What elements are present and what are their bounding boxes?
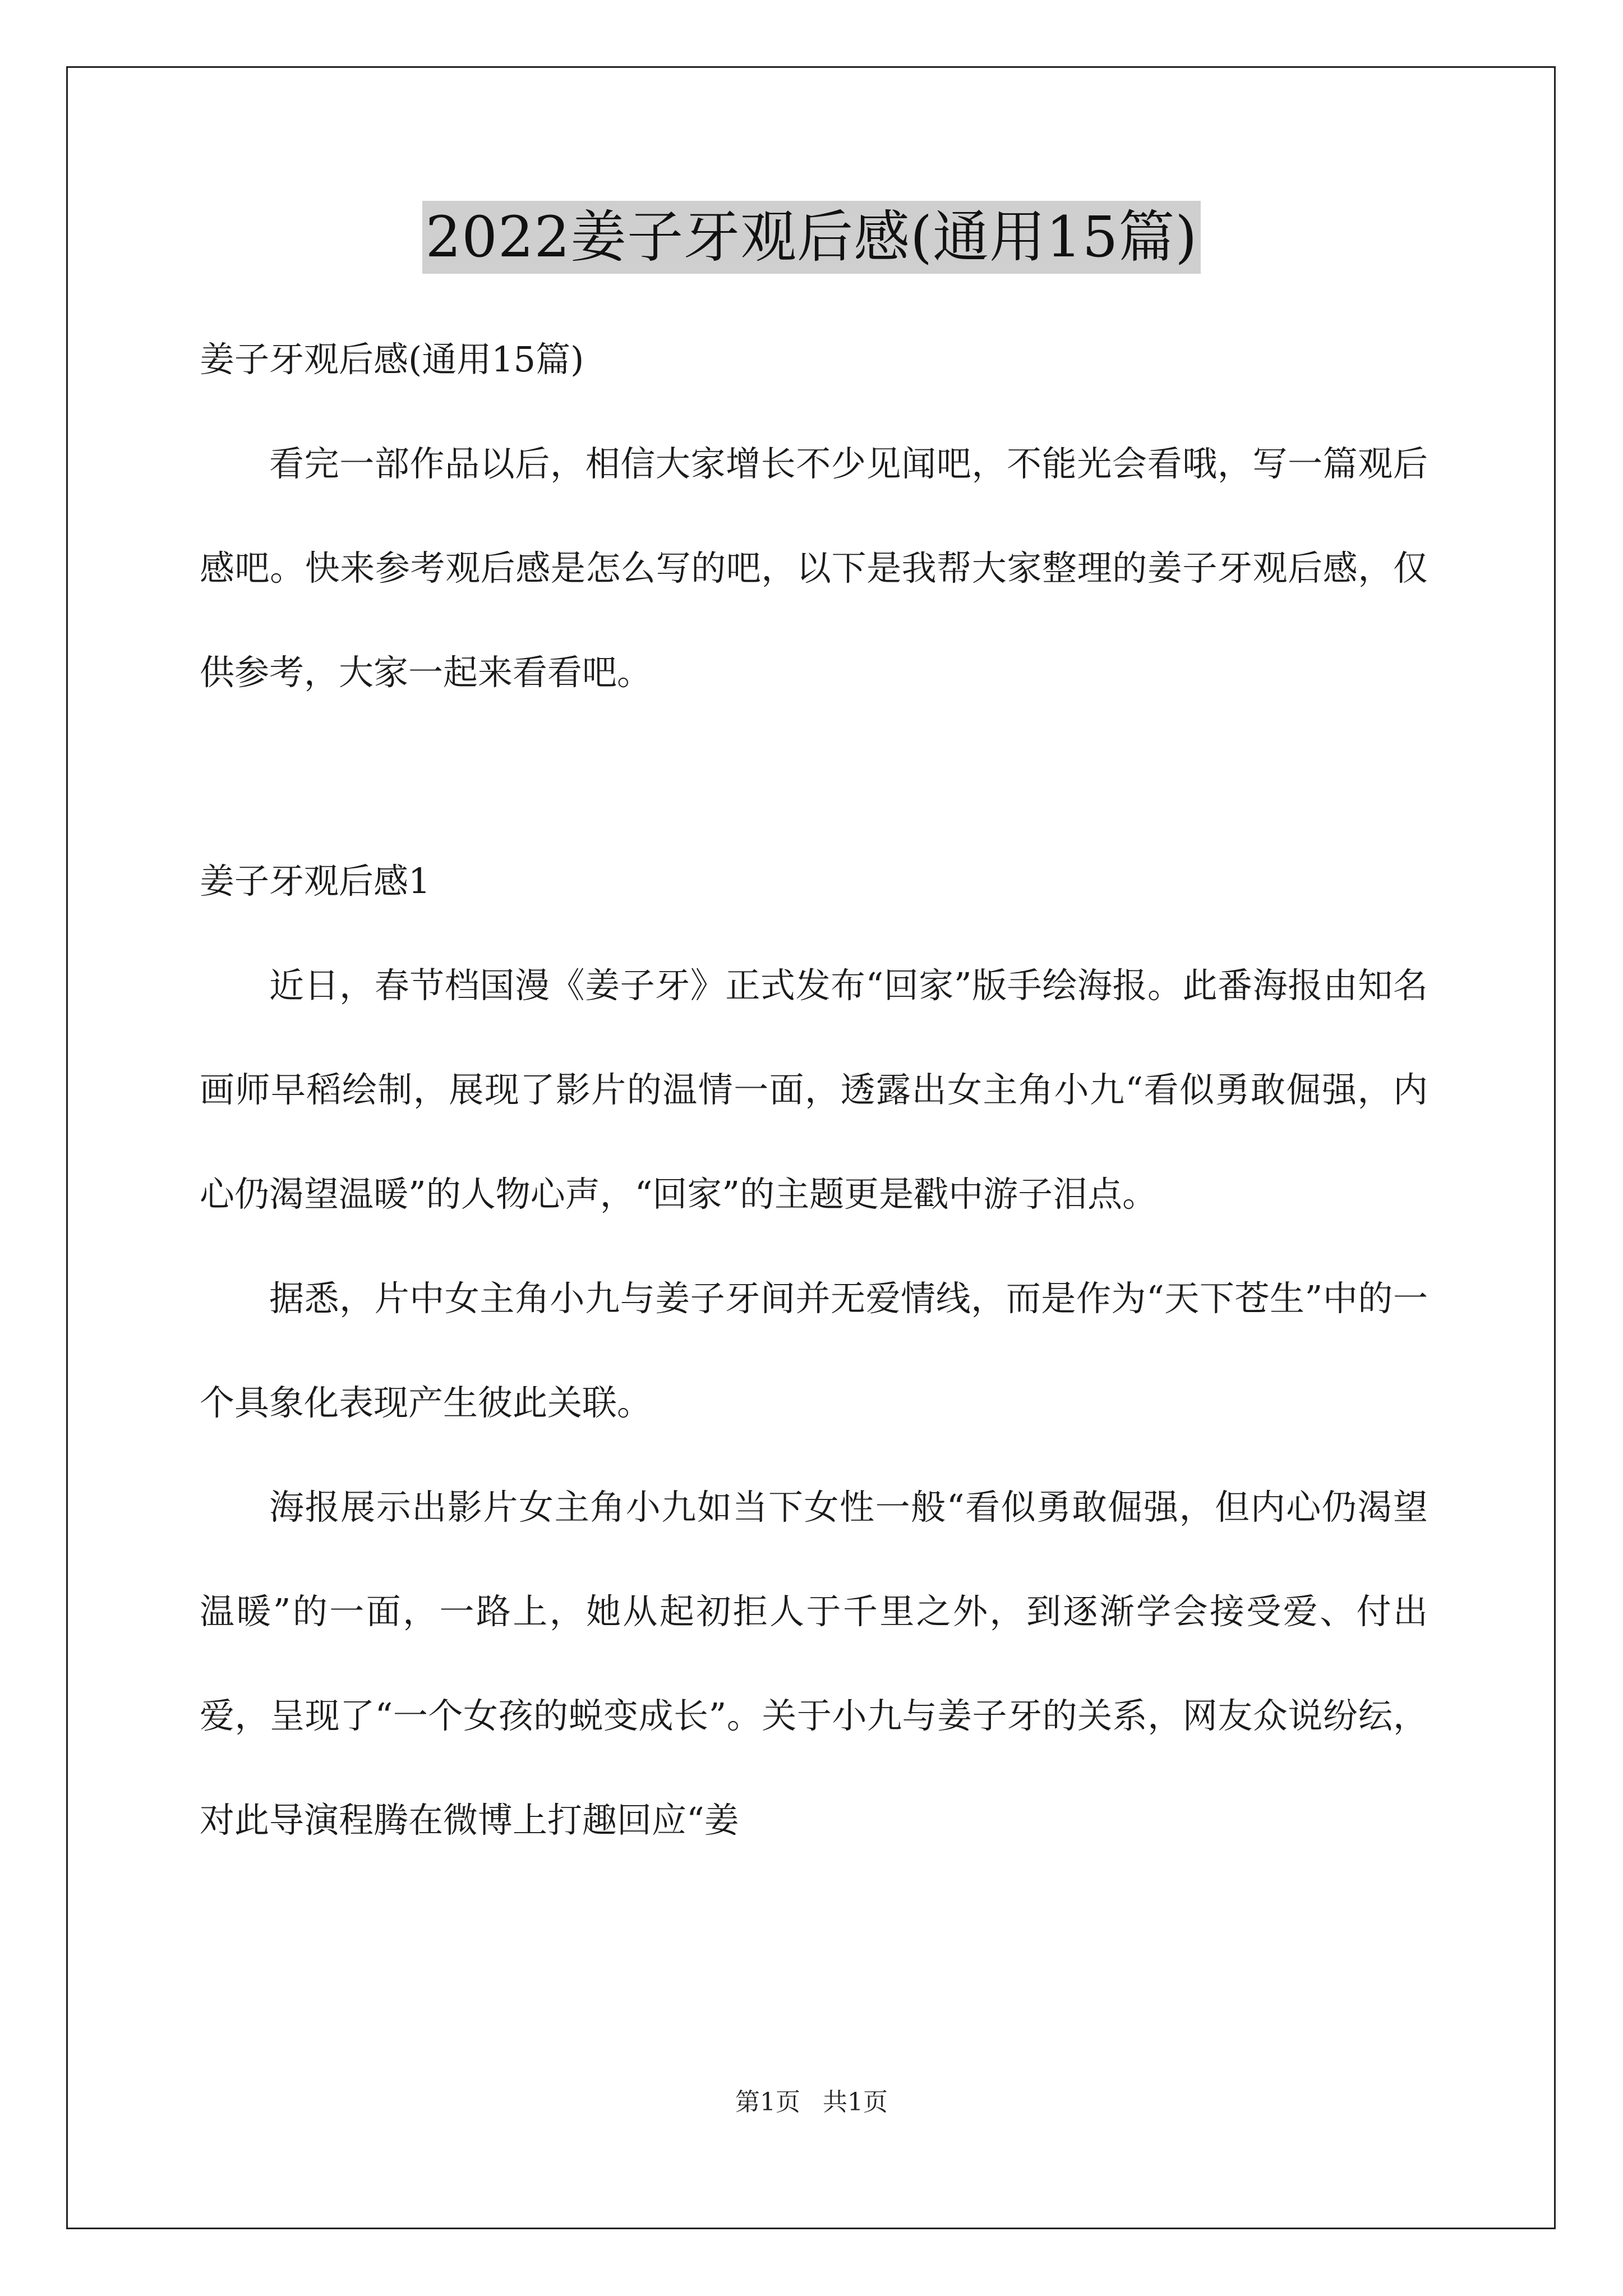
- page-footer: [0, 2086, 1623, 2119]
- body-paragraph: 据悉，片中女主角小九与姜子牙间并无爱情线，而是作为“天下苍生”中的一个具象化表现产生彼此关联。: [200, 1278, 1428, 1423]
- title-container: [0, 201, 1623, 274]
- document-title: 2022姜子牙观后感(通用15篇): [422, 201, 1201, 274]
- page-total: 共1页: [823, 2088, 888, 2116]
- intro-paragraph: 看完一部作品以后，相信大家增长不少见闻吧，不能光会看哦，写一篇观后感吧。快来参考观后感是怎么写的吧，以下是我帮大家整理的姜子牙观后感，仅供参考，大家一起来看看吧。: [200, 443, 1428, 693]
- document-subtitle: 姜子牙观后感(通用15篇): [200, 339, 584, 380]
- page-number: 第1页: [735, 2088, 800, 2116]
- document-body: [200, 307, 1428, 1872]
- section-spacer: [200, 725, 1428, 829]
- body-paragraph: 近日，春节档国漫《姜子牙》正式发布“回家”版手绘海报。此番海报由知名画师早稻绘制，展现了影片的温情一面，透露出女主角小九“看似勇敢倔强，内心仍渴望温暖”的人物心声，“回家”的主题更是戳中游子泪点。: [200, 965, 1428, 1214]
- body-paragraph: 海报展示出影片女主角小九如当下女性一般“看似勇敢倔强，但内心仍渴望温暖”的一面，一路上，她从起初拒人于千里之外，到逐渐学会接受爱、付出爱，呈现了“一个女孩的蜕变成长”。关于小九与姜子牙的关系，网友众说纷纭，对此导演程腾在微博上打趣回应“姜: [200, 1487, 1428, 1841]
- section-heading: 姜子牙观后感1: [200, 861, 431, 901]
